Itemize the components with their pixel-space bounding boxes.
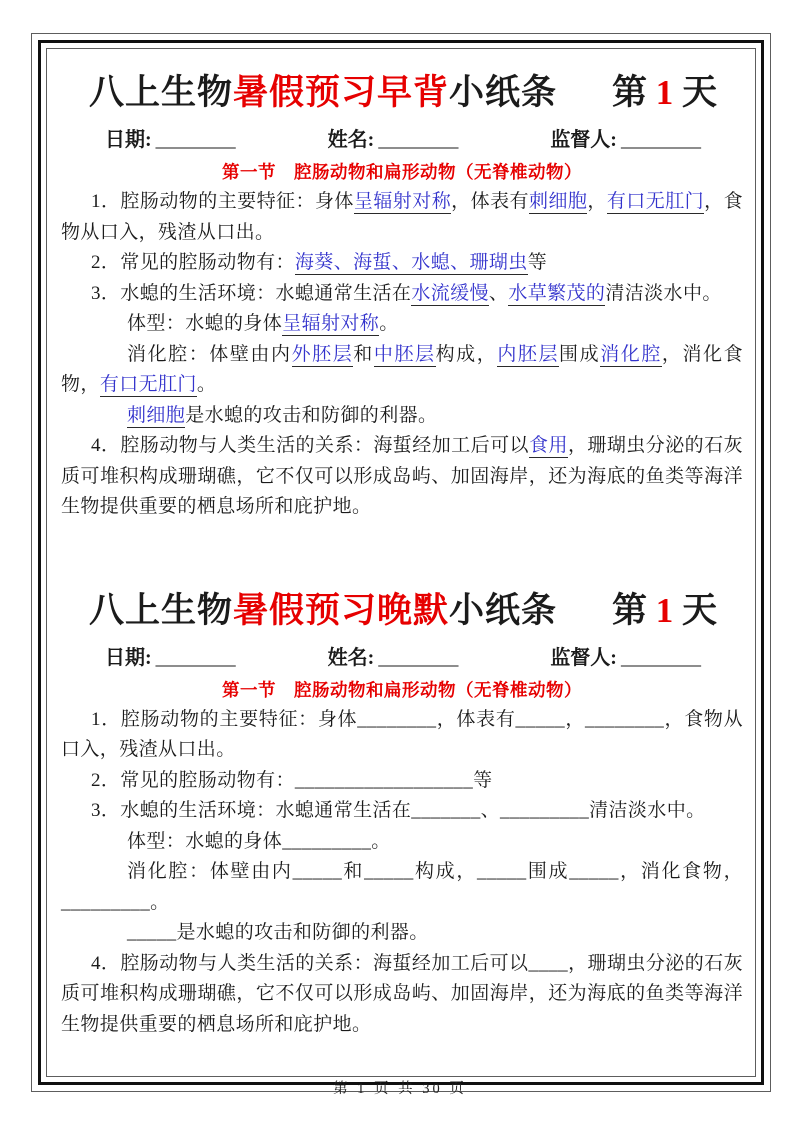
- text-run: 等: [527, 252, 548, 273]
- page-border-outer: [31, 33, 771, 1092]
- fields-row: [59, 633, 745, 670]
- paragraphs: [59, 187, 745, 523]
- paragraph: [61, 431, 743, 523]
- paragraph: [61, 401, 743, 432]
- text-run: 、: [488, 282, 509, 304]
- sheet-title: [89, 65, 557, 115]
- text-run: 小纸条: [449, 73, 558, 112]
- answer-text: 暑假预习晚默: [233, 590, 450, 630]
- answer-text: 刺细胞: [127, 404, 186, 426]
- paragraph: [61, 279, 743, 310]
- text-run: 构成，: [435, 343, 498, 365]
- section-heading: 第一节 腔肠动物和扁形动物（无脊椎动物）: [222, 162, 582, 182]
- answer-text: 1: [655, 590, 674, 630]
- text-run: 。: [196, 374, 217, 395]
- text-run: 第: [611, 73, 656, 112]
- day-label: [612, 583, 717, 633]
- text-run: 天: [673, 590, 717, 630]
- text-run: 2．常见的腔肠动物有：: [91, 252, 295, 273]
- text-run: 4．腔肠动物与人类生活的关系：海蜇经加工后可以____，珊瑚虫分泌的石灰质可堆积构成珊瑚礁，它不仅可以形成岛屿、加固海岸，还为海底的鱼类等海洋生物提供重要的栖息场所和庇护地。: [61, 952, 743, 1035]
- supervisor-blank: ________: [620, 646, 701, 669]
- paragraph: [61, 705, 743, 766]
- answer-text: 有口无肛门: [99, 374, 197, 395]
- text-run: 2．常见的腔肠动物有：__________________等: [91, 769, 493, 791]
- supervisor-field: [550, 123, 701, 152]
- text-run: ，珊瑚虫分泌的石灰质可堆积构成珊瑚礁，它不仅可以形成岛屿、加固海岸，还为海底的鱼类等海洋生物提供重要的栖息场所和庇护地。: [61, 435, 743, 517]
- paragraph: [61, 187, 743, 248]
- text-run: ，体表有: [451, 191, 529, 212]
- text-run: 第: [611, 590, 656, 630]
- fields-row: [59, 115, 745, 152]
- text-run: 4．腔肠动物与人类生活的关系：海蜇经加工后可以: [91, 435, 530, 456]
- text-run: ，: [587, 191, 607, 212]
- paragraph: [61, 248, 743, 279]
- date-blank: ________: [155, 646, 236, 669]
- text-run: 体型：水螅的身体: [127, 313, 283, 334]
- supervisor-field: [550, 641, 701, 670]
- title-row: [59, 577, 745, 633]
- name-blank: ________: [378, 129, 459, 151]
- supervisor-blank: ________: [620, 129, 701, 151]
- paragraph: [61, 796, 743, 827]
- text-run: 消化腔：体壁由内: [127, 343, 292, 365]
- answer-text: 消化腔: [600, 343, 662, 365]
- answer-text: 呈辐射对称: [353, 191, 452, 212]
- date-blank: ________: [155, 129, 236, 151]
- paragraph: [61, 949, 743, 1041]
- text-run: ，消化食物，: [61, 343, 744, 395]
- text-run: 1．腔肠动物的主要特征：身体: [91, 191, 354, 212]
- name-blank: ________: [378, 646, 459, 669]
- text-run: 小纸条: [449, 590, 558, 630]
- name-field: [328, 641, 459, 670]
- text-run: 消化腔：体壁由内_____和_____构成，_____围成_____，消化食物，_________。: [61, 861, 743, 913]
- answer-text: 内胚层: [497, 343, 560, 365]
- answer-text: 有口无肛门: [606, 191, 705, 212]
- date-label: 日期:: [105, 646, 152, 669]
- name-label: 姓名:: [327, 646, 375, 669]
- paragraph: [61, 766, 743, 797]
- paragraphs: [59, 705, 745, 1041]
- sheet-title: [89, 583, 557, 633]
- page-number-footer: 第 1 页 共 30 页: [333, 1081, 467, 1097]
- text-run: 清洁淡水中。: [605, 282, 722, 304]
- text-run: 体型：水螅的身体_________。: [127, 830, 391, 852]
- text-run: 围成: [559, 343, 601, 365]
- answer-text: 呈辐射对称: [282, 313, 380, 334]
- page-border-thick: [38, 40, 764, 1085]
- text-run: 3．水螅的生活环境：水螅通常生活在: [91, 282, 412, 304]
- paragraph: [61, 857, 743, 918]
- name-field: [328, 123, 459, 152]
- page-border-inner: [46, 48, 756, 1077]
- text-run: 八上生物: [89, 590, 234, 630]
- answer-text: 水流缓慢: [411, 282, 489, 304]
- text-run: 八上生物: [89, 73, 234, 112]
- paragraph: [61, 918, 743, 949]
- answer-text: 暑假预习早背: [233, 73, 450, 112]
- morning-sheet: [59, 59, 745, 523]
- name-label: 姓名:: [327, 129, 375, 151]
- text-run: 。: [379, 313, 399, 334]
- text-run: ，食物从口入，残渣从口出。: [61, 191, 743, 243]
- evening-sheet: [59, 577, 745, 1041]
- text-run: 是水螅的攻击和防御的利器。: [185, 404, 438, 426]
- text-run: 1．腔肠动物的主要特征：身体________，体表有_____，________，食物从口入，残渣从口出。: [61, 708, 743, 760]
- answer-text: 海葵、海蜇、水螅、珊瑚虫: [294, 252, 528, 273]
- text-run: 和: [353, 343, 374, 365]
- paragraph: [61, 309, 743, 340]
- date-label: 日期:: [105, 129, 152, 151]
- day-label: [612, 65, 717, 115]
- supervisor-label: 监督人:: [550, 129, 617, 151]
- answer-text: 中胚层: [373, 343, 436, 365]
- supervisor-label: 监督人:: [550, 646, 617, 669]
- paragraph: [61, 827, 743, 858]
- answer-text: 刺细胞: [529, 191, 588, 212]
- answer-text: 外胚层: [291, 343, 354, 365]
- date-field: [105, 641, 236, 670]
- answer-text: 食用: [529, 435, 568, 456]
- date-field: [105, 123, 236, 152]
- text-run: 天: [673, 73, 717, 112]
- answer-text: 1: [655, 73, 674, 112]
- text-run: _____是水螅的攻击和防御的利器。: [127, 922, 429, 943]
- title-row: [59, 59, 745, 115]
- text-run: 3．水螅的生活环境：水螅通常生活在_______、_________清洁淡水中。: [91, 800, 706, 821]
- paragraph: [61, 340, 743, 401]
- answer-text: 水草繁茂的: [508, 282, 606, 304]
- section-heading: 第一节 腔肠动物和扁形动物（无脊椎动物）: [222, 679, 582, 700]
